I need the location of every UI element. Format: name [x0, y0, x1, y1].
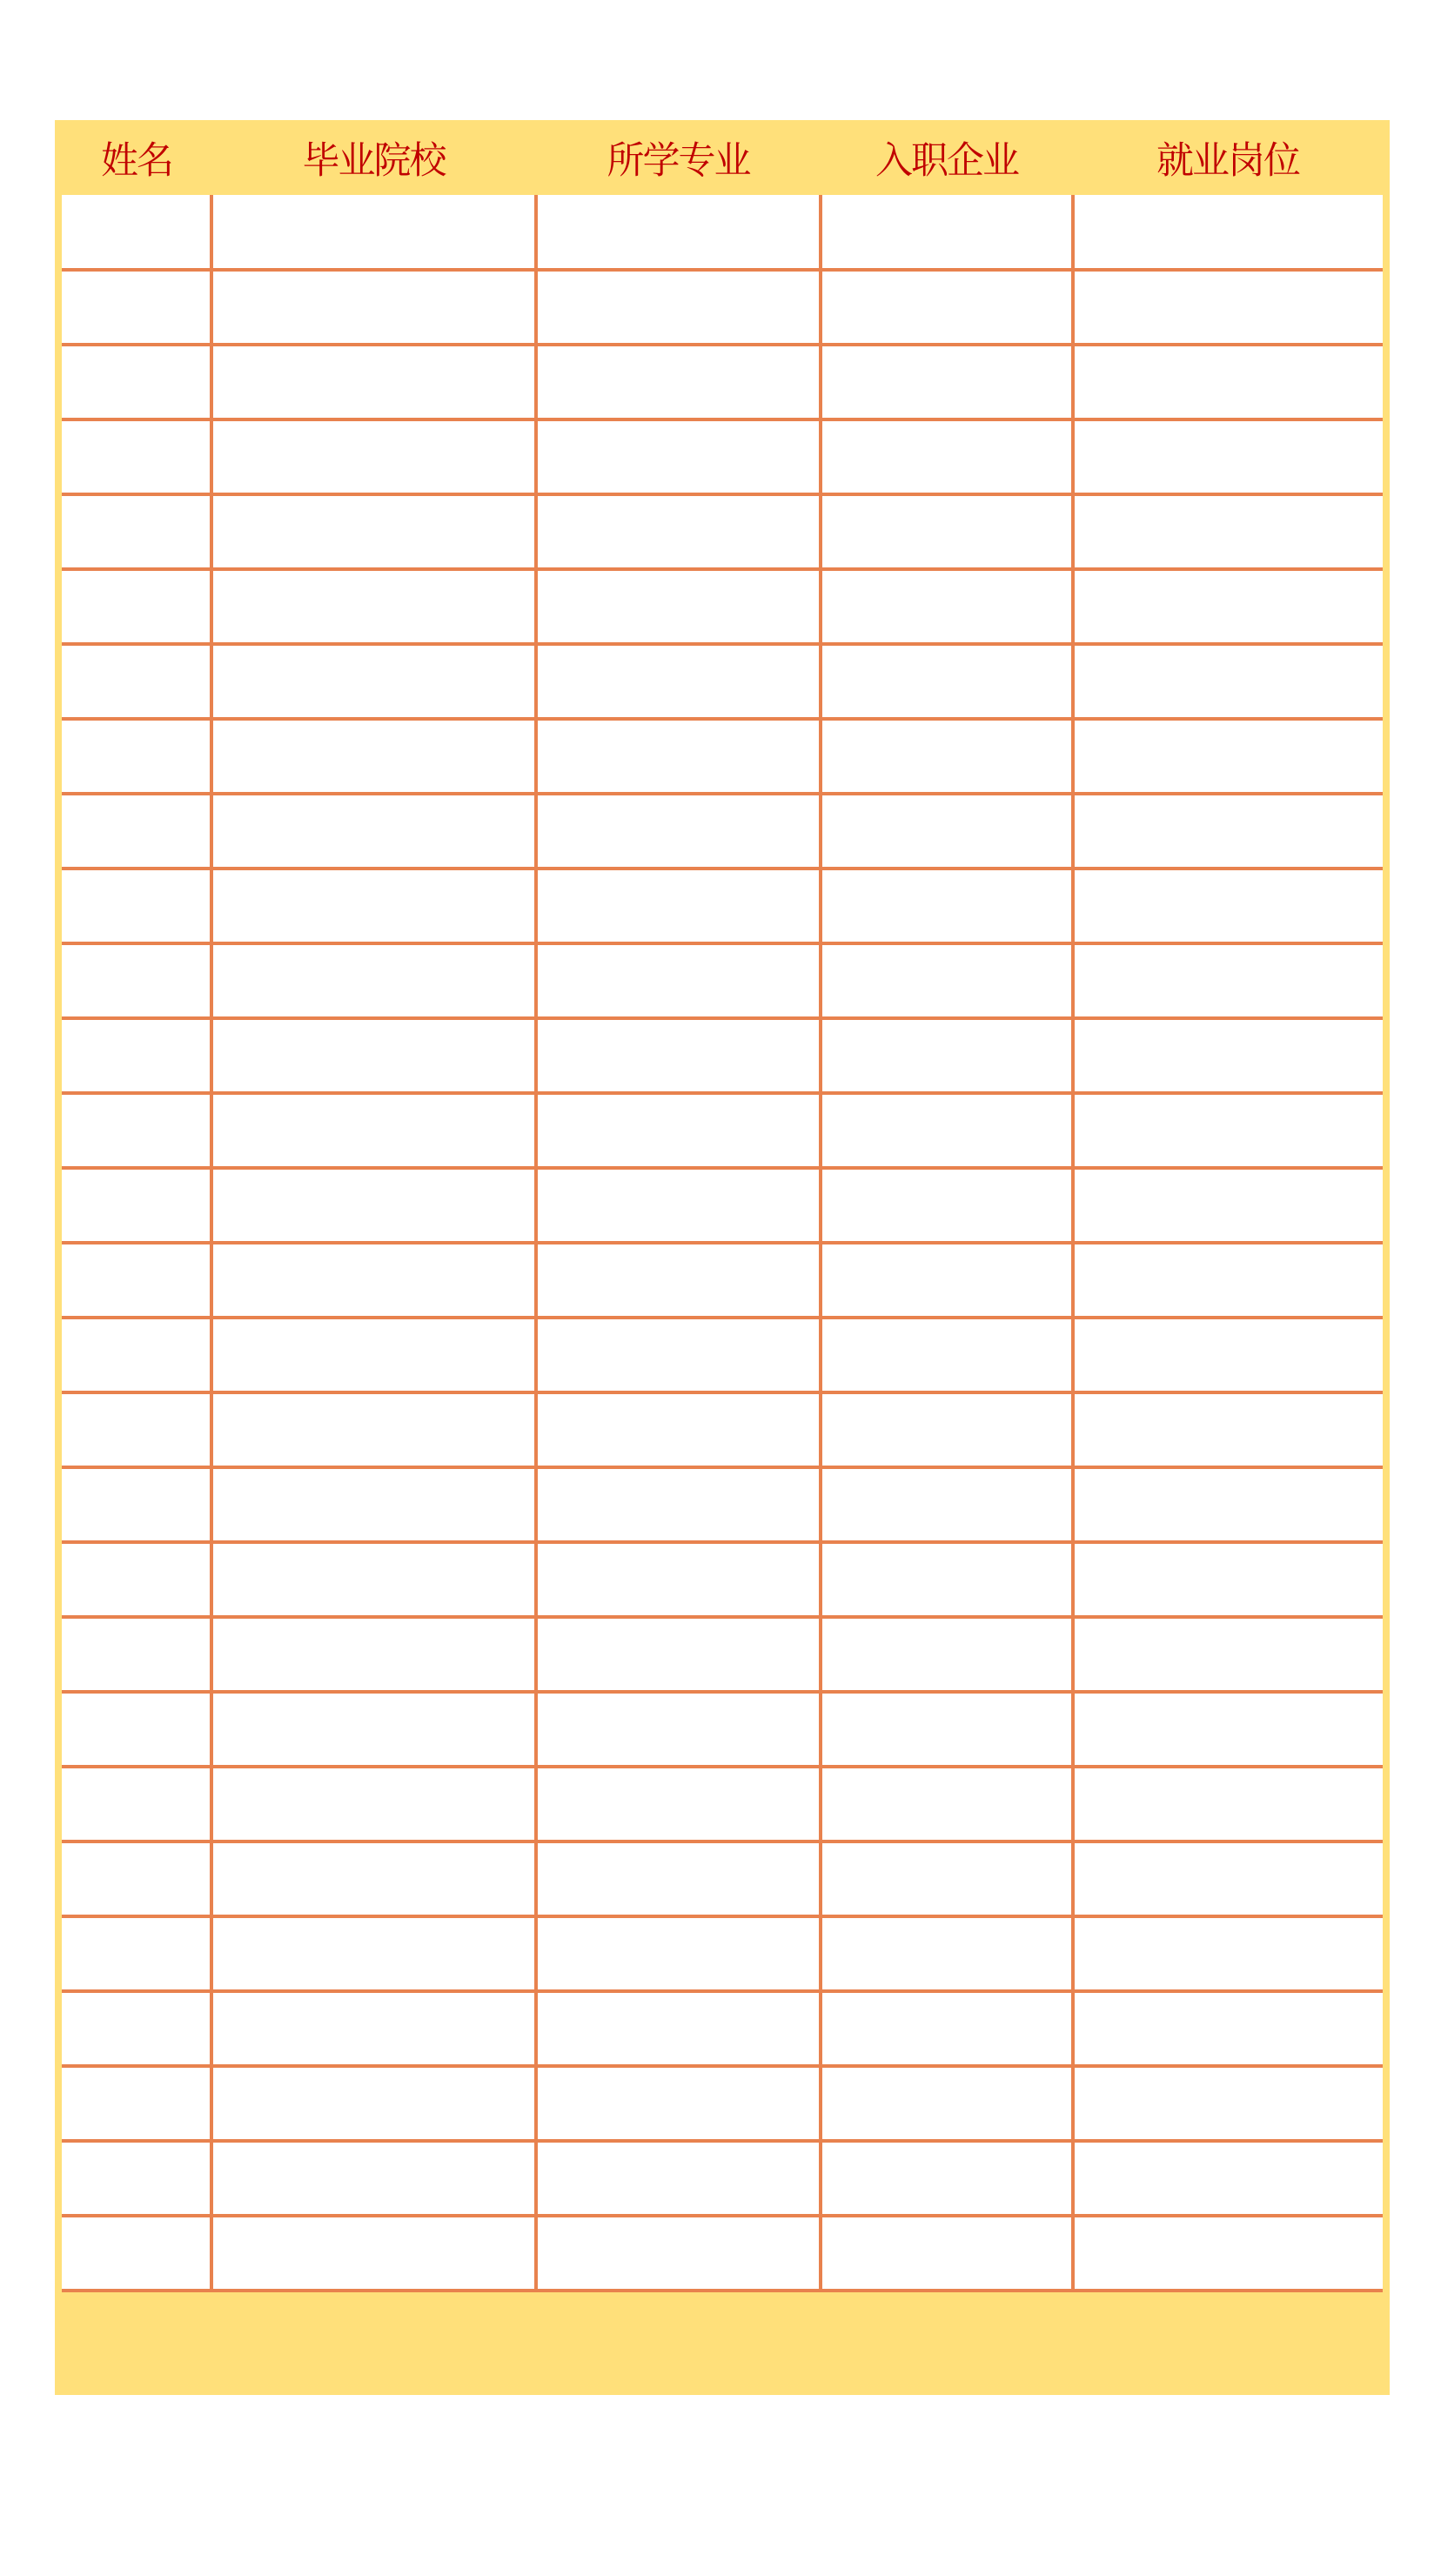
table-cell-major[interactable] [536, 1168, 821, 1243]
table-cell-major[interactable] [536, 195, 821, 270]
table-cell-position[interactable] [1073, 1467, 1383, 1542]
table-cell-graduated-school[interactable] [211, 719, 536, 794]
table-cell-company[interactable] [821, 869, 1073, 943]
header-name: 姓名 [62, 120, 211, 195]
table-cell-position[interactable] [1073, 494, 1383, 569]
table-cell-major[interactable] [536, 869, 821, 943]
header-company: 入职企业 [821, 120, 1073, 195]
table-row [62, 2066, 1383, 2141]
table-cell-company[interactable] [821, 1168, 1073, 1243]
table-cell-company[interactable] [821, 195, 1073, 270]
table-cell-company[interactable] [821, 719, 1073, 794]
table-cell-name[interactable] [62, 869, 211, 943]
table-cell-position[interactable] [1073, 1991, 1383, 2066]
table-cell-position[interactable] [1073, 943, 1383, 1018]
table-row [62, 869, 1383, 943]
table-cell-name[interactable] [62, 1168, 211, 1243]
table-cell-name[interactable] [62, 1318, 211, 1392]
table-cell-name[interactable] [62, 569, 211, 644]
table-cell-name[interactable] [62, 1767, 211, 1841]
table-cell-major[interactable] [536, 419, 821, 494]
table-cell-position[interactable] [1073, 1767, 1383, 1841]
table-cell-graduated-school[interactable] [211, 1767, 536, 1841]
table-cell-graduated-school[interactable] [211, 2141, 536, 2216]
table-cell-position[interactable] [1073, 2066, 1383, 2141]
table-cell-company[interactable] [821, 345, 1073, 419]
table-cell-company[interactable] [821, 1991, 1073, 2066]
table-cell-name[interactable] [62, 494, 211, 569]
table-cell-name[interactable] [62, 195, 211, 270]
table-cell-name[interactable] [62, 2141, 211, 2216]
table-row [62, 195, 1383, 270]
table-cell-graduated-school[interactable] [211, 1841, 536, 1916]
table-cell-name[interactable] [62, 270, 211, 345]
table-row [62, 1617, 1383, 1692]
table-row [62, 1916, 1383, 1991]
table-cell-major[interactable] [536, 1841, 821, 1916]
table-cell-name[interactable] [62, 1617, 211, 1692]
table-cell-company[interactable] [821, 419, 1073, 494]
table-cell-position[interactable] [1073, 1318, 1383, 1392]
table-cell-position[interactable] [1073, 345, 1383, 419]
table-row [62, 943, 1383, 1018]
table-cell-position[interactable] [1073, 195, 1383, 270]
table-cell-graduated-school[interactable] [211, 195, 536, 270]
table-cell-company[interactable] [821, 1318, 1073, 1392]
table-cell-name[interactable] [62, 1991, 211, 2066]
table-cell-position[interactable] [1073, 2216, 1383, 2291]
table-cell-company[interactable] [821, 794, 1073, 869]
table-cell-name[interactable] [62, 1841, 211, 1916]
table-cell-graduated-school[interactable] [211, 1168, 536, 1243]
table-cell-company[interactable] [821, 2066, 1073, 2141]
table-cell-graduated-school[interactable] [211, 419, 536, 494]
table-row [62, 794, 1383, 869]
table-cell-major[interactable] [536, 794, 821, 869]
table-cell-company[interactable] [821, 494, 1073, 569]
table-cell-position[interactable] [1073, 1093, 1383, 1168]
table-row [62, 2141, 1383, 2216]
table-cell-major[interactable] [536, 1916, 821, 1991]
table-row [62, 1392, 1383, 1467]
table-cell-graduated-school[interactable] [211, 644, 536, 719]
table-cell-position[interactable] [1073, 869, 1383, 943]
table-cell-position[interactable] [1073, 1168, 1383, 1243]
table-cell-major[interactable] [536, 270, 821, 345]
table-cell-major[interactable] [536, 1392, 821, 1467]
header-position: 就业岗位 [1073, 120, 1383, 195]
table-cell-graduated-school[interactable] [211, 1018, 536, 1093]
table-row [62, 1692, 1383, 1767]
header-major: 所学专业 [536, 120, 821, 195]
table-row [62, 270, 1383, 345]
table-cell-graduated-school[interactable] [211, 569, 536, 644]
table-row [62, 1542, 1383, 1617]
table-cell-position[interactable] [1073, 270, 1383, 345]
table-cell-company[interactable] [821, 1392, 1073, 1467]
employment-table [62, 120, 1383, 2292]
table-cell-position[interactable] [1073, 1542, 1383, 1617]
table-row [62, 644, 1383, 719]
table-cell-position[interactable] [1073, 1692, 1383, 1767]
table-cell-position[interactable] [1073, 569, 1383, 644]
table-cell-company[interactable] [821, 1243, 1073, 1318]
table-cell-major[interactable] [536, 1243, 821, 1318]
table-cell-graduated-school[interactable] [211, 494, 536, 569]
table-row [62, 569, 1383, 644]
table-cell-name[interactable] [62, 1916, 211, 1991]
table-cell-graduated-school[interactable] [211, 1243, 536, 1318]
table-row [62, 345, 1383, 419]
header-row [62, 120, 1383, 195]
table-cell-company[interactable] [821, 1692, 1073, 1767]
table-cell-position[interactable] [1073, 719, 1383, 794]
table-cell-graduated-school[interactable] [211, 1093, 536, 1168]
table-cell-company[interactable] [821, 1617, 1073, 1692]
table-cell-company[interactable] [821, 1093, 1073, 1168]
table-cell-company[interactable] [821, 1542, 1073, 1617]
table-cell-company[interactable] [821, 1018, 1073, 1093]
table-cell-graduated-school[interactable] [211, 1991, 536, 2066]
table-cell-name[interactable] [62, 943, 211, 1018]
table-cell-major[interactable] [536, 2141, 821, 2216]
table-cell-company[interactable] [821, 270, 1073, 345]
table-cell-company[interactable] [821, 1767, 1073, 1841]
table-cell-name[interactable] [62, 1692, 211, 1767]
table-cell-graduated-school[interactable] [211, 345, 536, 419]
table-cell-major[interactable] [536, 2066, 821, 2141]
table-cell-name[interactable] [62, 345, 211, 419]
table-cell-graduated-school[interactable] [211, 1542, 536, 1617]
table-cell-company[interactable] [821, 943, 1073, 1018]
table-cell-major[interactable] [536, 1093, 821, 1168]
table-body [62, 195, 1383, 2291]
table-cell-position[interactable] [1073, 2141, 1383, 2216]
table-cell-graduated-school[interactable] [211, 1916, 536, 1991]
table-row [62, 1243, 1383, 1318]
table-cell-major[interactable] [536, 719, 821, 794]
table-cell-graduated-school[interactable] [211, 1318, 536, 1392]
table-cell-position[interactable] [1073, 1243, 1383, 1318]
table-cell-name[interactable] [62, 1392, 211, 1467]
table-cell-major[interactable] [536, 1617, 821, 1692]
table-cell-position[interactable] [1073, 794, 1383, 869]
table-cell-major[interactable] [536, 1467, 821, 1542]
table-cell-name[interactable] [62, 1093, 211, 1168]
table-row [62, 419, 1383, 494]
table-cell-name[interactable] [62, 419, 211, 494]
table-cell-graduated-school[interactable] [211, 943, 536, 1018]
table-row [62, 2216, 1383, 2291]
header-graduated-school: 毕业院校 [211, 120, 536, 195]
table-cell-position[interactable] [1073, 1392, 1383, 1467]
table-cell-graduated-school[interactable] [211, 2216, 536, 2291]
table-cell-company[interactable] [821, 644, 1073, 719]
table-cell-major[interactable] [536, 494, 821, 569]
table-cell-graduated-school[interactable] [211, 869, 536, 943]
table-cell-major[interactable] [536, 1767, 821, 1841]
table-cell-position[interactable] [1073, 1018, 1383, 1093]
table-cell-position[interactable] [1073, 1841, 1383, 1916]
table-row [62, 719, 1383, 794]
table-cell-graduated-school[interactable] [211, 2066, 536, 2141]
table-cell-major[interactable] [536, 569, 821, 644]
table-cell-name[interactable] [62, 1243, 211, 1318]
table-cell-company[interactable] [821, 2141, 1073, 2216]
table-cell-company[interactable] [821, 1916, 1073, 1991]
table-header [62, 120, 1383, 195]
table-row [62, 1093, 1383, 1168]
table-cell-graduated-school[interactable] [211, 1467, 536, 1542]
table-cell-major[interactable] [536, 644, 821, 719]
table-cell-name[interactable] [62, 1018, 211, 1093]
table-cell-graduated-school[interactable] [211, 794, 536, 869]
table-row [62, 1767, 1383, 1841]
table-cell-company[interactable] [821, 1467, 1073, 1542]
table-cell-major[interactable] [536, 1542, 821, 1617]
table-cell-graduated-school[interactable] [211, 270, 536, 345]
table-cell-major[interactable] [536, 2216, 821, 2291]
table-cell-name[interactable] [62, 1542, 211, 1617]
table-cell-major[interactable] [536, 943, 821, 1018]
table-cell-name[interactable] [62, 794, 211, 869]
table-cell-company[interactable] [821, 1841, 1073, 1916]
table-cell-major[interactable] [536, 1991, 821, 2066]
table-row [62, 494, 1383, 569]
table-cell-position[interactable] [1073, 644, 1383, 719]
table-cell-major[interactable] [536, 1018, 821, 1093]
employment-table-sheet [55, 120, 1390, 2395]
table-cell-company[interactable] [821, 2216, 1073, 2291]
table-cell-graduated-school[interactable] [211, 1617, 536, 1692]
table-cell-graduated-school[interactable] [211, 1692, 536, 1767]
table-cell-name[interactable] [62, 719, 211, 794]
table-row [62, 1318, 1383, 1392]
table-row [62, 1168, 1383, 1243]
table-row [62, 1841, 1383, 1916]
table-cell-position[interactable] [1073, 1617, 1383, 1692]
table-row [62, 1018, 1383, 1093]
table-row [62, 1991, 1383, 2066]
table-cell-name[interactable] [62, 1467, 211, 1542]
table-cell-position[interactable] [1073, 1916, 1383, 1991]
table-cell-major[interactable] [536, 1692, 821, 1767]
table-cell-position[interactable] [1073, 419, 1383, 494]
table-cell-company[interactable] [821, 569, 1073, 644]
table-cell-graduated-school[interactable] [211, 1392, 536, 1467]
table-row [62, 1467, 1383, 1542]
table-cell-name[interactable] [62, 2216, 211, 2291]
table-cell-major[interactable] [536, 1318, 821, 1392]
table-cell-name[interactable] [62, 644, 211, 719]
table-cell-name[interactable] [62, 2066, 211, 2141]
table-cell-major[interactable] [536, 345, 821, 419]
